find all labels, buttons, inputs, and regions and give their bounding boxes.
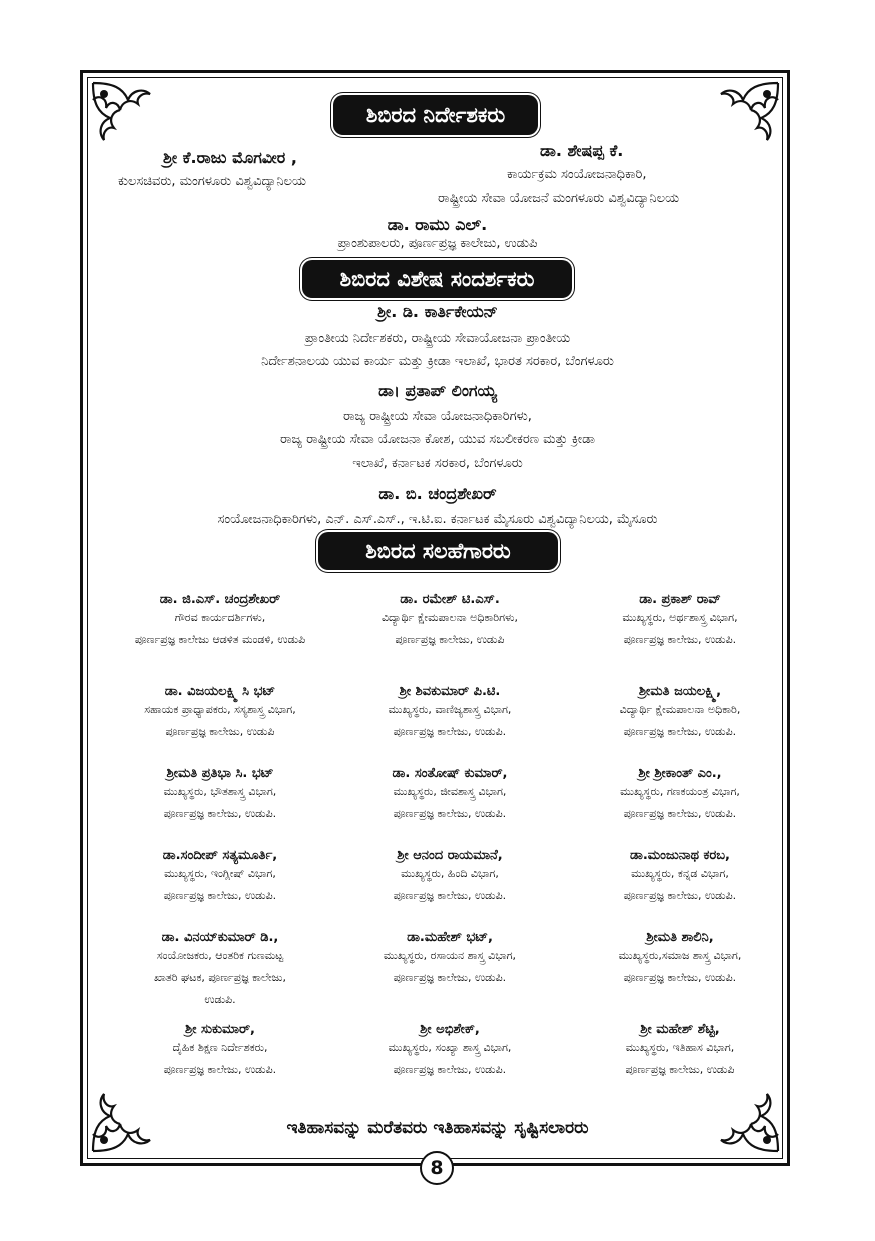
advisor-card <box>560 766 800 825</box>
advisor-desc: ಪೂರ್ಣಪ್ರಜ್ಞ ಕಾಲೇಜು, ಉಡುಪಿ <box>165 725 275 738</box>
visitor-desc: ರಾಜ್ಯ ರಾಷ್ಟ್ರೀಯ ಸೇವಾ ಯೋಜನಾ ಕೋಶ, ಯುವ ಸಬಲೀಕರಣ ಮತ್ತು ಕ್ರೀಡಾ <box>280 432 595 447</box>
director-name: ಶ್ರೀ ಕೆ.ರಾಜು ಮೊಗವೀರ , <box>163 148 297 167</box>
advisor-desc: ಮುಖ್ಯಸ್ಥರು, ಇಂಗ್ಲೀಷ್ ವಿಭಾಗ, <box>164 867 276 880</box>
advisor-desc: ಮುಖ್ಯಸ್ಥರು, ಹಿಂದಿ ವಿಭಾಗ, <box>401 867 499 880</box>
advisor-name: ಡಾ. ಸಂತೋಷ್ ಕುಮಾರ್, <box>392 766 508 781</box>
advisor-name: ಡಾ. ಜಿ.ಎಸ್. ಚಂದ್ರಶೇಖರ್ <box>159 592 281 607</box>
advisor-desc: ಪೂರ್ಣಪ್ರಜ್ಞ ಕಾಲೇಜು, ಉಡುಪಿ. <box>393 725 507 738</box>
advisor-desc: ಪೂರ್ಣಪ್ರಜ್ಞ ಕಾಲೇಜು, ಉಡುಪಿ. <box>163 807 277 820</box>
visitor-desc: ಇಲಾಖೆ, ಕರ್ನಾಟಕ ಸರಕಾರ, ಬೆಂಗಳೂರು <box>352 456 523 471</box>
advisor-name: ಡಾ. ರಮೇಶ್ ಟಿ.ಎಸ್. <box>400 592 500 607</box>
advisor-desc: ವಿದ್ಯಾರ್ಥಿ ಕ್ಷೇಮಪಾಲನಾ ಅಧಿಕಾರಿ, <box>619 703 741 716</box>
advisor-name: ಶ್ರೀಮತಿ ಜಯಲಕ್ಷ್ಮಿ, <box>638 684 722 699</box>
director-desc: ಪ್ರಾಂಶುಪಾಲರು, ಪೂರ್ಣಪ್ರಜ್ಞ ಕಾಲೇಜು, ಉಡುಪಿ <box>337 236 538 251</box>
visitor-desc: ರಾಜ್ಯ ರಾಷ್ಟ್ರೀಯ ಸೇವಾ ಯೋಜನಾಧಿಕಾರಿಗಳು, <box>343 409 532 424</box>
advisor-card <box>330 1022 570 1081</box>
corner-ornament-top-right <box>713 78 783 148</box>
advisor-name: ಡಾ.ಮಹೇಶ್ ಭಟ್, <box>407 930 493 945</box>
advisor-name: ಶ್ರೀಮತಿ ಶಾಲಿನಿ, <box>646 930 714 945</box>
advisor-desc: ಪೂರ್ಣಪ್ರಜ್ಞ ಕಾಲೇಜು, ಉಡುಪಿ <box>395 633 505 646</box>
advisor-card <box>100 930 340 1011</box>
advisor-desc: ಮುಖ್ಯಸ್ಥರು, ವಾಣಿಜ್ಯಶಾಸ್ತ್ರ ವಿಭಾಗ, <box>388 703 512 716</box>
advisor-card <box>330 930 570 989</box>
advisor-name: ಡಾ. ವಿನಯ್‌ಕುಮಾರ್ ಡಿ., <box>161 930 279 945</box>
advisor-desc: ಪೂರ್ಣಪ್ರಜ್ಞ ಕಾಲೇಜು, ಉಡುಪಿ. <box>623 971 737 984</box>
advisor-desc: ಪೂರ್ಣಪ್ರಜ್ಞ ಕಾಲೇಜು ಆಡಳಿತ ಮಂಡಳಿ, ಉಡುಪಿ <box>134 633 306 646</box>
advisor-card <box>100 766 340 825</box>
visitor-name: ಡಾ। ಪ್ರತಾಪ್ ಲಿಂಗಯ್ಯ <box>378 381 497 400</box>
advisor-name: ಡಾ.ಸಂದೀಪ್ ಸತ್ಯಮೂರ್ತಿ, <box>162 848 278 863</box>
advisor-desc: ಮುಖ್ಯಸ್ಥರು,ಸಮಾಜ ಶಾಸ್ತ್ರ ವಿಭಾಗ, <box>618 949 742 962</box>
advisor-card <box>100 684 340 743</box>
advisor-desc: ದೈಹಿಕ ಶಿಕ್ಷಣ ನಿರ್ದೇಶಕರು, <box>172 1041 268 1054</box>
advisor-desc: ಮುಖ್ಯಸ್ಥರು, ಗಣಕಯಂತ್ರ ವಿಭಾಗ, <box>620 785 740 798</box>
director-desc: ಕುಲಸಚಿವರು, ಮಂಗಳೂರು ವಿಶ್ವವಿದ್ಯಾನಿಲಯ <box>118 174 306 189</box>
advisor-desc: ಸಹಾಯಕ ಪ್ರಾಧ್ಯಾಪಕರು, ಸಸ್ಯಶಾಸ್ತ್ರ ವಿಭಾಗ, <box>144 703 296 716</box>
visitor-desc: ಪ್ರಾಂತೀಯ ನಿರ್ದೇಶಕರು, ರಾಷ್ಟ್ರೀಯ ಸೇವಾಯೋಜನಾ ಪ್ರಾಂತೀಯ <box>304 331 571 346</box>
advisor-card <box>560 592 800 651</box>
advisor-name: ಡಾ.ಮಂಜುನಾಥ ಕರಬ, <box>629 848 730 863</box>
advisor-card <box>560 1022 800 1081</box>
advisor-desc: ಮುಖ್ಯಸ್ಥರು, ಇತಿಹಾಸ ವಿಭಾಗ, <box>625 1041 735 1054</box>
director-name: ಡಾ. ಶೇಷಪ್ಪ ಕೆ. <box>540 141 624 160</box>
advisor-desc: ಮುಖ್ಯಸ್ಥರು, ಜೀವಶಾಸ್ತ್ರ ವಿಭಾಗ, <box>393 785 507 798</box>
advisor-desc: ಪೂರ್ಣಪ್ರಜ್ಞ ಕಾಲೇಜು, ಉಡುಪಿ. <box>393 889 507 902</box>
heading-special-visitors: ಶಿಬಿರದ ವಿಶೇಷ ಸಂದರ್ಶಕರು <box>302 260 572 298</box>
advisor-desc: ಪೂರ್ಣಪ್ರಜ್ಞ ಕಾಲೇಜು, ಉಡುಪಿ. <box>393 1063 507 1076</box>
advisor-desc: ಮುಖ್ಯಸ್ಥರು, ಅರ್ಥಶಾಸ್ತ್ರ ವಿಭಾಗ, <box>622 611 738 624</box>
advisor-card <box>330 684 570 743</box>
page-number: 8 <box>420 1151 454 1185</box>
advisor-desc: ವಿದ್ಯಾರ್ಥಿ ಕ್ಷೇಮಪಾಲನಾ ಅಧಿಕಾರಿಗಳು, <box>381 611 519 624</box>
advisor-desc: ಪೂರ್ಣಪ್ರಜ್ಞ ಕಾಲೇಜು, ಉಡುಪಿ. <box>623 889 737 902</box>
advisor-name: ಶ್ರೀ ಶಿವಕುಮಾರ್ ಪಿ.ಟಿ. <box>399 684 501 699</box>
advisor-card <box>100 848 340 907</box>
advisor-name: ಶ್ರೀ ಅಭಿಶೇಕ್, <box>420 1022 480 1037</box>
advisor-desc: ಗೌರವ ಕಾರ್ಯದರ್ಶಿಗಳು, <box>174 611 266 624</box>
advisor-desc: ಮುಖ್ಯಸ್ಥರು, ಕನ್ನಡ ವಿಭಾಗ, <box>631 867 729 880</box>
heading-advisors: ಶಿಬಿರದ ಸಲಹೆಗಾರರು <box>318 532 558 570</box>
advisor-desc: ಪೂರ್ಣಪ್ರಜ್ಞ ಕಾಲೇಜು, ಉಡುಪಿ. <box>393 971 507 984</box>
advisor-name: ಶ್ರೀ ಆನಂದ ರಾಯಮಾನೆ, <box>397 848 503 863</box>
advisor-card <box>100 1022 340 1081</box>
advisor-desc: ಸಂಯೋಜಕರು, ಆಂತರಿಕ ಗುಣಮಟ್ಟ <box>156 949 284 962</box>
advisor-desc: ಪೂರ್ಣಪ್ರಜ್ಞ ಕಾಲೇಜು, ಉಡುಪಿ. <box>163 889 277 902</box>
advisor-desc: ಪೂರ್ಣಪ್ರಜ್ಞ ಕಾಲೇಜು, ಉಡುಪಿ. <box>163 1063 277 1076</box>
advisor-card <box>560 930 800 989</box>
advisor-card <box>330 848 570 907</box>
visitor-desc: ಸಂಯೋಜನಾಧಿಕಾರಿಗಳು, ಎನ್. ಎಸ್.ಎಸ್., ಇ.ಟಿ.ಐ. ಕರ್ನಾಟಕ ಮೈಸೂರು ವಿಶ್ವವಿದ್ಯಾನಿಲಯ, ಮೈಸೂರು <box>217 512 658 527</box>
corner-ornament-top-left <box>88 78 158 148</box>
advisor-desc: ಪೂರ್ಣಪ್ರಜ್ಞ ಕಾಲೇಜು, ಉಡುಪಿ. <box>393 807 507 820</box>
visitor-desc: ನಿರ್ದೇಶನಾಲಯ ಯುವ ಕಾರ್ಯ ಮತ್ತು ಕ್ರೀಡಾ ಇಲಾಖೆ, ಭಾರತ ಸರಕಾರ, ಬೆಂಗಳೂರು <box>261 354 614 369</box>
advisor-card <box>330 592 570 651</box>
advisor-name: ಶ್ರೀಮತಿ ಪ್ರತಿಭಾ ಸಿ. ಭಟ್ <box>166 766 274 781</box>
advisor-name: ಶ್ರೀ ಮಹೇಶ್ ಶೆಟ್ಟಿ, <box>640 1022 720 1037</box>
advisor-card <box>100 592 340 651</box>
director-desc: ಕಾರ್ಯಕ್ರಮ ಸಂಯೋಜನಾಧಿಕಾರಿ, <box>507 167 647 182</box>
advisor-card <box>560 848 800 907</box>
advisor-desc: ಪೂರ್ಣಪ್ರಜ್ಞ ಕಾಲೇಜು, ಉಡುಪಿ. <box>623 725 737 738</box>
advisor-card <box>330 766 570 825</box>
director-desc: ರಾಷ್ಟ್ರೀಯ ಸೇವಾ ಯೋಜನೆ ಮಂಗಳೂರು ವಿಶ್ವವಿದ್ಯಾನಿಲಯ <box>438 191 679 206</box>
visitor-name: ಡಾ. ಬಿ. ಚಂದ್ರಶೇಖರ್ <box>378 484 497 503</box>
visitor-name: ಶ್ರೀ. ಡಿ. ಕಾರ್ತಿಕೇಯನ್ <box>377 302 498 321</box>
advisor-desc: ಖಾತರಿ ಘಟಕ, ಪೂರ್ಣಪ್ರಜ್ಞ ಕಾಲೇಜು, <box>153 971 287 984</box>
advisor-desc: ಪೂರ್ಣಪ್ರಜ್ಞ ಕಾಲೇಜು, ಉಡುಪಿ. <box>623 807 737 820</box>
advisor-name: ಶ್ರೀ ಶ್ರೀಕಾಂತ್ ಎಂ., <box>638 766 722 781</box>
advisor-desc: ಮುಖ್ಯಸ್ಥರು, ರಸಾಯನ ಶಾಸ್ತ್ರ ವಿಭಾಗ, <box>383 949 517 962</box>
footer-quote: ಇತಿಹಾಸವನ್ನು ಮರೆತವರು ಇತಿಹಾಸವನ್ನು ಸೃಷ್ಟಿಸಲಾರರು <box>286 1118 589 1138</box>
advisor-name: ಡಾ. ಪ್ರಕಾಶ್ ರಾವ್ <box>639 592 721 607</box>
advisor-card <box>560 684 800 743</box>
advisor-name: ಶ್ರೀ ಸುಕುಮಾರ್, <box>185 1022 255 1037</box>
advisor-desc: ಉಡುಪಿ. <box>204 993 236 1006</box>
advisor-desc: ಪೂರ್ಣಪ್ರಜ್ಞ ಕಾಲೇಜು, ಉಡುಪಿ. <box>623 633 737 646</box>
advisor-name: ಡಾ. ವಿಜಯಲಕ್ಷ್ಮಿ ಸಿ ಭಟ್ <box>164 684 276 699</box>
heading-directors: ಶಿಬಿರದ ನಿರ್ದೇಶಕರು <box>333 95 538 135</box>
advisor-desc: ಮುಖ್ಯಸ್ಥರು, ಭೌತಶಾಸ್ತ್ರ ವಿಭಾಗ, <box>163 785 277 798</box>
advisor-desc: ಪೂರ್ಣಪ್ರಜ್ಞ ಕಾಲೇಜು, ಉಡುಪಿ <box>625 1063 735 1076</box>
director-name: ಡಾ. ರಾಮು ಎಲ್. <box>387 215 488 234</box>
advisor-desc: ಮುಖ್ಯಸ್ಥರು, ಸಂಖ್ಯಾ ಶಾಸ್ತ್ರ ವಿಭಾಗ, <box>388 1041 512 1054</box>
